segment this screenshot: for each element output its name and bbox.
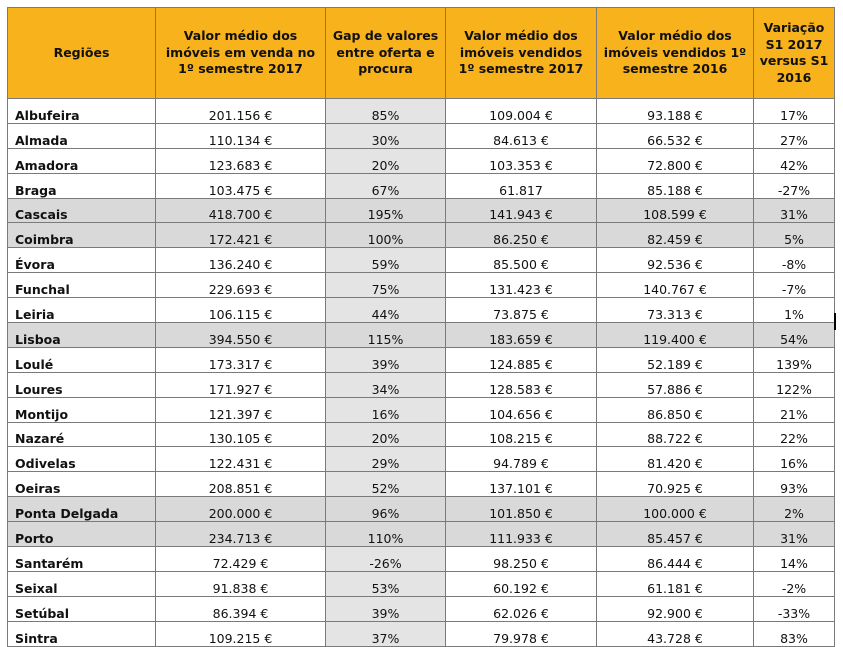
cell-variation: 42% [754,148,835,173]
table-row [8,248,835,273]
cell-sold-2017: 62.026 € [446,596,597,621]
header-region: Regiões [8,8,156,99]
table-row [8,273,835,298]
cell-for-sale: 172.421 € [156,223,326,248]
table-row [8,571,835,596]
cell-gap: -26% [326,547,446,572]
cursor-marker [834,313,836,330]
table-row [8,547,835,572]
cell-region: Lisboa [8,323,156,348]
header-row [8,8,835,99]
cell-sold-2017: 61.817 [446,173,597,198]
cell-gap: 39% [326,596,446,621]
cell-region: Loulé [8,347,156,372]
cell-variation: -8% [754,248,835,273]
cell-sold-2016: 88.722 € [597,422,754,447]
table-row-highlighted [8,223,835,248]
table-row [8,397,835,422]
cell-sold-2017: 101.850 € [446,497,597,522]
cell-gap: 39% [326,347,446,372]
cell-variation: 22% [754,422,835,447]
cell-region: Amadora [8,148,156,173]
real-estate-values-table [7,7,835,647]
cell-variation: 27% [754,123,835,148]
cell-sold-2016: 85.457 € [597,522,754,547]
cell-for-sale: 86.394 € [156,596,326,621]
cell-sold-2017: 103.353 € [446,148,597,173]
cell-variation: 16% [754,447,835,472]
table-row [8,123,835,148]
table-row [8,621,835,646]
cell-variation: 5% [754,223,835,248]
cell-sold-2016: 100.000 € [597,497,754,522]
cell-gap: 37% [326,621,446,646]
cell-sold-2017: 73.875 € [446,298,597,323]
cell-gap: 16% [326,397,446,422]
cell-gap: 52% [326,472,446,497]
cell-for-sale: 136.240 € [156,248,326,273]
cell-sold-2016: 92.536 € [597,248,754,273]
cell-region: Oeiras [8,472,156,497]
cell-sold-2017: 85.500 € [446,248,597,273]
cell-region: Porto [8,522,156,547]
cell-variation: 31% [754,198,835,223]
cell-for-sale: 110.134 € [156,123,326,148]
cell-gap: 29% [326,447,446,472]
cell-for-sale: 121.397 € [156,397,326,422]
table-row [8,173,835,198]
cell-sold-2017: 137.101 € [446,472,597,497]
cell-variation: -2% [754,571,835,596]
cell-variation: 83% [754,621,835,646]
cell-sold-2016: 108.599 € [597,198,754,223]
cell-for-sale: 106.115 € [156,298,326,323]
cell-region: Braga [8,173,156,198]
cell-sold-2016: 52.189 € [597,347,754,372]
table-row [8,99,835,124]
header-variation: Variação S1 2017 versus S1 2016 [754,8,835,99]
cell-region: Coimbra [8,223,156,248]
cell-gap: 110% [326,522,446,547]
cell-gap: 75% [326,273,446,298]
cell-region: Sintra [8,621,156,646]
cell-sold-2016: 82.459 € [597,223,754,248]
cell-variation: -27% [754,173,835,198]
cell-variation: -7% [754,273,835,298]
cell-region: Évora [8,248,156,273]
header-avg-for-sale: Valor médio dos imóveis em venda no 1º semestre 2017 [156,8,326,99]
cell-for-sale: 229.693 € [156,273,326,298]
cell-for-sale: 201.156 € [156,99,326,124]
cell-gap: 67% [326,173,446,198]
table-row-highlighted [8,198,835,223]
cell-gap: 34% [326,372,446,397]
cell-sold-2017: 94.789 € [446,447,597,472]
table-row-highlighted [8,522,835,547]
cell-sold-2017: 141.943 € [446,198,597,223]
cell-sold-2017: 128.583 € [446,372,597,397]
cell-region: Leiria [8,298,156,323]
cell-region: Albufeira [8,99,156,124]
cell-sold-2016: 140.767 € [597,273,754,298]
cell-for-sale: 91.838 € [156,571,326,596]
header-gap: Gap de valores entre oferta e procura [326,8,446,99]
table-row-highlighted [8,323,835,348]
cell-sold-2016: 73.313 € [597,298,754,323]
table-row [8,447,835,472]
cell-sold-2017: 109.004 € [446,99,597,124]
cell-gap: 30% [326,123,446,148]
cell-sold-2016: 66.532 € [597,123,754,148]
cell-sold-2016: 86.444 € [597,547,754,572]
cell-sold-2017: 86.250 € [446,223,597,248]
cell-region: Montijo [8,397,156,422]
cell-for-sale: 208.851 € [156,472,326,497]
cell-sold-2016: 85.188 € [597,173,754,198]
table-row [8,422,835,447]
cell-sold-2017: 104.656 € [446,397,597,422]
cell-variation: 31% [754,522,835,547]
table-row [8,298,835,323]
cell-sold-2017: 60.192 € [446,571,597,596]
cell-for-sale: 72.429 € [156,547,326,572]
cell-variation: 93% [754,472,835,497]
cell-region: Setúbal [8,596,156,621]
cell-sold-2016: 92.900 € [597,596,754,621]
table-row [8,372,835,397]
cell-variation: 14% [754,547,835,572]
header-avg-sold-2017: Valor médio dos imóveis vendidos 1º semestre 2017 [446,8,597,99]
cell-sold-2017: 79.978 € [446,621,597,646]
cell-sold-2016: 61.181 € [597,571,754,596]
header-avg-sold-2016: Valor médio dos imóveis vendidos 1º semestre 2016 [597,8,754,99]
table-row [8,347,835,372]
cell-sold-2017: 124.885 € [446,347,597,372]
cell-for-sale: 130.105 € [156,422,326,447]
cell-sold-2017: 111.933 € [446,522,597,547]
cell-for-sale: 171.927 € [156,372,326,397]
cell-variation: 54% [754,323,835,348]
cell-region: Odivelas [8,447,156,472]
cell-sold-2016: 93.188 € [597,99,754,124]
cell-region: Almada [8,123,156,148]
cell-sold-2017: 131.423 € [446,273,597,298]
cell-sold-2016: 81.420 € [597,447,754,472]
cell-variation: 122% [754,372,835,397]
cell-for-sale: 173.317 € [156,347,326,372]
cell-sold-2017: 108.215 € [446,422,597,447]
cell-sold-2017: 98.250 € [446,547,597,572]
cell-gap: 115% [326,323,446,348]
cell-for-sale: 200.000 € [156,497,326,522]
cell-gap: 85% [326,99,446,124]
cell-for-sale: 394.550 € [156,323,326,348]
cell-gap: 59% [326,248,446,273]
cell-gap: 44% [326,298,446,323]
cell-for-sale: 123.683 € [156,148,326,173]
cell-gap: 20% [326,148,446,173]
cell-for-sale: 122.431 € [156,447,326,472]
cell-region: Loures [8,372,156,397]
table-row [8,472,835,497]
cell-for-sale: 109.215 € [156,621,326,646]
cell-variation: 17% [754,99,835,124]
cell-variation: 1% [754,298,835,323]
cell-sold-2016: 86.850 € [597,397,754,422]
cell-sold-2016: 43.728 € [597,621,754,646]
cell-sold-2017: 84.613 € [446,123,597,148]
cell-gap: 20% [326,422,446,447]
cell-region: Seixal [8,571,156,596]
cell-gap: 100% [326,223,446,248]
table-row [8,596,835,621]
cell-region: Ponta Delgada [8,497,156,522]
cell-region: Cascais [8,198,156,223]
cell-region: Santarém [8,547,156,572]
table-row-highlighted [8,497,835,522]
table-row [8,148,835,173]
cell-sold-2016: 57.886 € [597,372,754,397]
cell-gap: 195% [326,198,446,223]
cell-for-sale: 418.700 € [156,198,326,223]
cell-gap: 96% [326,497,446,522]
cell-sold-2016: 119.400 € [597,323,754,348]
cell-variation: 2% [754,497,835,522]
cell-for-sale: 234.713 € [156,522,326,547]
cell-sold-2017: 183.659 € [446,323,597,348]
cell-variation: 21% [754,397,835,422]
cell-gap: 53% [326,571,446,596]
cell-region: Funchal [8,273,156,298]
cell-sold-2016: 72.800 € [597,148,754,173]
cell-for-sale: 103.475 € [156,173,326,198]
cell-variation: -33% [754,596,835,621]
cell-variation: 139% [754,347,835,372]
cell-sold-2016: 70.925 € [597,472,754,497]
cell-region: Nazaré [8,422,156,447]
